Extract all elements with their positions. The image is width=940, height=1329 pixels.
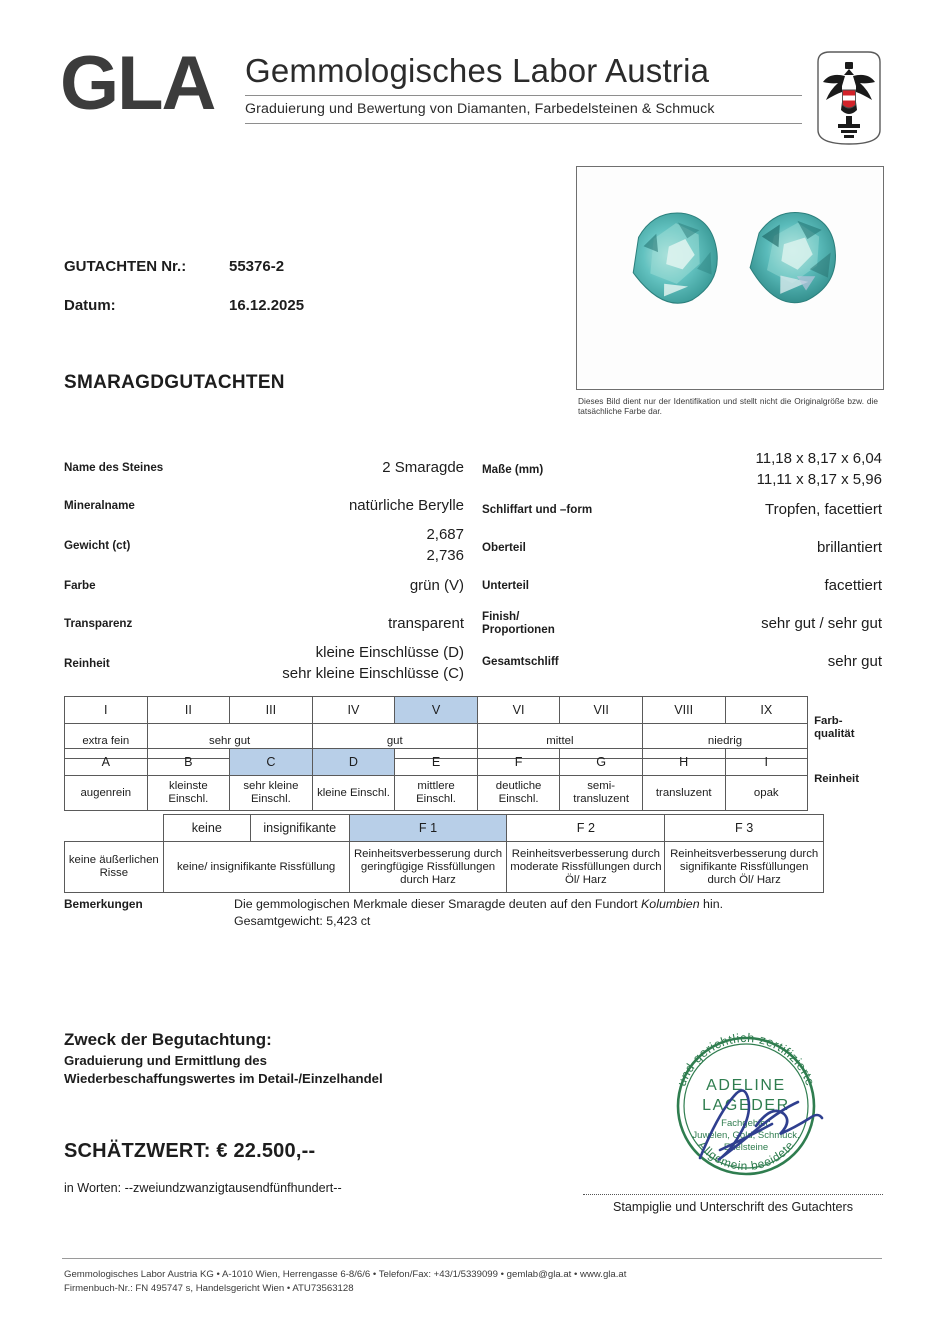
footer-divider	[62, 1258, 882, 1259]
clarity-code-cell[interactable]: B	[147, 749, 230, 776]
table-row	[65, 842, 824, 893]
gemstone-photo-image	[577, 167, 881, 387]
clarity-desc-cell: sehr kleine Einschl.	[230, 776, 313, 811]
property-row	[482, 604, 882, 642]
property-row	[64, 642, 464, 684]
footer-line1: Gemmologisches Labor Austria KG • A-1010 Wien, Herrengasse 6-8/6/6 • Telefon/Fax: +43/1/5339099 • gemlab@gla.at • www.gla.at	[64, 1269, 627, 1280]
property-label: Gewicht (ct)	[64, 538, 131, 552]
property-value: facettiert	[824, 576, 882, 594]
property-value	[650, 448, 882, 490]
fissure-desc-cell: keine äußerlichen Risse	[65, 842, 164, 893]
fissure-code-cell[interactable]: F 3	[665, 815, 824, 842]
clarity-desc-cell: augenrein	[65, 776, 148, 811]
gemstone-photo	[576, 166, 884, 390]
clarity-code-cell[interactable]: I	[725, 749, 808, 776]
property-label: Farbe	[64, 578, 96, 592]
property-value-line2: 11,11 x 8,17 x 5,96	[756, 471, 882, 488]
grade-code-cell-selected[interactable]: V	[395, 697, 478, 724]
property-row	[482, 566, 882, 604]
fissure-code-cell[interactable]: F 2	[507, 815, 665, 842]
fissure-code-cell-selected[interactable]: F 1	[349, 815, 507, 842]
side-label-line1: Farb-	[814, 714, 843, 727]
lab-tagline: Graduierung und Bewertung von Diamanten, Farbedelsteinen & Schmuck	[245, 101, 715, 117]
clarity-desc-cell: mittlere Einschl.	[395, 776, 478, 811]
remarks-total-weight: Gesamtgewicht: 5,423 ct	[234, 914, 371, 928]
side-label-line2: qualität	[814, 727, 855, 740]
grade-desc-cell: sehr gut	[147, 724, 312, 759]
clarity-code-cell-selected[interactable]: C	[230, 749, 313, 776]
property-value: brillantiert	[816, 538, 882, 556]
appraisal-value-in-words: in Worten: --zweiundzwanzigtausendfünfhundert--	[64, 1181, 342, 1195]
clarity-desc-cell: opak	[725, 776, 808, 811]
fissure-code-empty	[65, 815, 164, 842]
clarity-desc-cell: transluzent	[642, 776, 725, 811]
certificate-date-label: Datum:	[64, 297, 116, 314]
grade-code-cell[interactable]: IX	[725, 697, 808, 724]
clarity-code-cell[interactable]: H	[642, 749, 725, 776]
appraiser-stamp	[660, 1018, 832, 1190]
property-label: Oberteil	[482, 540, 526, 554]
fissure-code-cell[interactable]: keine	[163, 815, 250, 842]
properties-right-column	[482, 448, 882, 680]
property-row	[64, 486, 464, 524]
clarity-code-cell[interactable]: G	[560, 749, 643, 776]
clarity-code-cell[interactable]: E	[395, 749, 478, 776]
purpose-line2: Wiederbeschaffungswertes im Detail-/Einzelhandel	[64, 1070, 383, 1086]
properties-left-column	[64, 448, 464, 684]
appraisal-value: SCHÄTZWERT: € 22.500,--	[64, 1140, 316, 1162]
certificate-number-row	[64, 258, 304, 275]
certificate-number-label: GUTACHTEN Nr.:	[64, 258, 187, 275]
property-value	[249, 642, 464, 684]
property-value-line2: 2,736	[426, 547, 464, 564]
property-label: Reinheit	[64, 656, 110, 670]
fissure-desc-cell: keine/ insignifikante Rissfüllung	[163, 842, 349, 893]
table-row	[65, 697, 883, 724]
footer-line2: Firmenbuch-Nr.: FN 495747 s, Handelsgericht Wien • ATU73563128	[64, 1282, 354, 1294]
purpose-heading: Zweck der Begutachtung:	[64, 1030, 272, 1049]
header-divider-top	[245, 95, 802, 96]
fissure-desc-cell: Reinheitsverbesserung durch signifikante Rissfüllungen durch Öl/ Harz	[665, 842, 824, 893]
fissure-code-cell[interactable]: insignifikante	[250, 815, 349, 842]
table-row	[65, 776, 883, 811]
property-label: Unterteil	[482, 578, 530, 592]
certificate-date-row	[64, 297, 304, 314]
page-header	[60, 41, 882, 156]
clarity-desc-cell: kleinste Einschl.	[147, 776, 230, 811]
header-divider-bottom	[245, 123, 802, 124]
certificate-number-value: 55376-2	[229, 258, 285, 275]
property-value-line1: 11,18 x 8,17 x 6,04	[755, 450, 882, 467]
certificate-date-value: 16.12.2025	[229, 297, 305, 314]
property-label-line1: Finish/	[482, 610, 520, 623]
gla-logo: GLA	[60, 41, 215, 126]
property-value: Tropfen, facettiert	[765, 500, 882, 518]
header-text-block	[245, 46, 802, 124]
lab-name: Gemmologisches Labor Austria	[245, 52, 710, 89]
signature-caption: Stampiglie und Unterschrift des Gutachters	[612, 1200, 854, 1214]
property-row	[64, 448, 464, 486]
purpose-line1: Graduierung und Ermittlung des	[64, 1053, 267, 1068]
property-value-line1: kleine Einschlüsse (D)	[315, 644, 464, 661]
clarity-code-cell[interactable]: A	[65, 749, 148, 776]
signature-divider	[583, 1194, 883, 1195]
property-value-line2: sehr kleine Einschlüsse (C)	[282, 665, 464, 682]
grade-code-cell[interactable]: IV	[312, 697, 395, 724]
clarity-table	[64, 748, 882, 811]
clarity-code-cell[interactable]: F	[477, 749, 560, 776]
property-row	[482, 642, 882, 680]
remarks-body	[234, 896, 723, 930]
document-type-title: SMARAGDGUTACHTEN	[64, 372, 285, 393]
fissure-desc-cell: Reinheitsverbesserung durch moderate Rissfüllungen durch Öl/ Harz	[507, 842, 665, 893]
property-value: sehr gut / sehr gut	[761, 614, 882, 632]
property-label: Gesamtschliff	[482, 654, 559, 668]
grade-code-cell[interactable]: VI	[477, 697, 560, 724]
property-row	[64, 524, 464, 566]
property-value: 2 Smaragde	[382, 458, 464, 476]
stamp-name-line1: ADELINE	[706, 1077, 786, 1094]
property-value: sehr gut	[827, 652, 882, 670]
property-label: Name des Steines	[64, 460, 164, 474]
property-value: natürliche Berylle	[348, 496, 464, 514]
property-row	[64, 566, 464, 604]
grade-desc-cell: gut	[312, 724, 477, 759]
austrian-eagle-emblem	[816, 50, 882, 146]
remarks-line1	[234, 896, 723, 913]
grade-desc-cell: extra fein	[65, 724, 148, 759]
fissure-desc-cell: Reinheitsverbesserung durch geringfügige Rissfüllungen durch Harz	[349, 842, 507, 893]
property-label-line2: Proportionen	[482, 623, 555, 636]
stamp-field-line2: Edelsteine	[723, 1142, 769, 1153]
stamp-field-line1: Juwelen, Gold, Schmuck,	[692, 1130, 800, 1141]
origin-country: Kolumbien	[641, 897, 700, 911]
property-value-line1: 2,687	[426, 526, 464, 543]
grade-code-cell[interactable]: VIII	[642, 697, 725, 724]
stamp-field-label: Fachgebiet:	[721, 1118, 771, 1129]
grade-code-cell[interactable]: III	[230, 697, 313, 724]
remarks-section	[64, 896, 882, 930]
table-row	[65, 815, 824, 842]
property-value	[249, 524, 464, 566]
page-footer	[64, 1268, 626, 1295]
remarks-label: Bemerkungen	[64, 897, 143, 911]
clarity-desc-cell: deutliche Einschl.	[477, 776, 560, 811]
grade-code-cell[interactable]: VII	[560, 697, 643, 724]
grade-desc-cell: mittel	[477, 724, 642, 759]
stamp-name-line2: LAGEDER	[702, 1097, 790, 1114]
stamp-arc-bottom-text: Allgemein beeidete	[695, 1138, 797, 1174]
property-row	[64, 604, 464, 642]
property-row	[482, 490, 882, 528]
property-value: transparent	[388, 614, 464, 632]
table-row	[65, 749, 883, 776]
remarks-line1-post: hin.	[699, 897, 724, 911]
property-label: Transparenz	[64, 616, 133, 630]
property-value: grün (V)	[409, 576, 464, 594]
remarks-line1-pre: Die gemmologischen Merkmale dieser Smaragde deuten auf den Fundort	[234, 897, 642, 911]
grade-code-cell[interactable]: I	[65, 697, 148, 724]
clarity-desc-cell: semi- transluzent	[560, 776, 643, 811]
property-label: Schliffart und –form	[482, 502, 593, 516]
appraiser-stamp-graphic	[660, 1018, 832, 1190]
grade-code-cell[interactable]: II	[147, 697, 230, 724]
photo-caption: Dieses Bild dient nur der Identifikation und stellt nicht die Originalgröße bzw. die tatsächliche Farbe dar.	[578, 396, 878, 417]
certificate-info	[64, 258, 304, 336]
grade-desc-cell: niedrig	[642, 724, 807, 759]
stamp-arc-top-text: und gerichtlich zertifizierte	[674, 1030, 818, 1089]
property-row	[482, 448, 882, 490]
purpose-section	[64, 1030, 383, 1087]
property-label: Maße (mm)	[482, 462, 544, 476]
clarity-desc-cell: kleine Einschl.	[312, 776, 395, 811]
property-label	[482, 610, 650, 636]
clarity-side-label: Reinheit	[814, 773, 859, 785]
clarity-code-cell-selected[interactable]: D	[312, 749, 395, 776]
property-label: Mineralname	[64, 498, 135, 512]
property-row	[482, 528, 882, 566]
fissure-treatment-table	[64, 814, 824, 893]
